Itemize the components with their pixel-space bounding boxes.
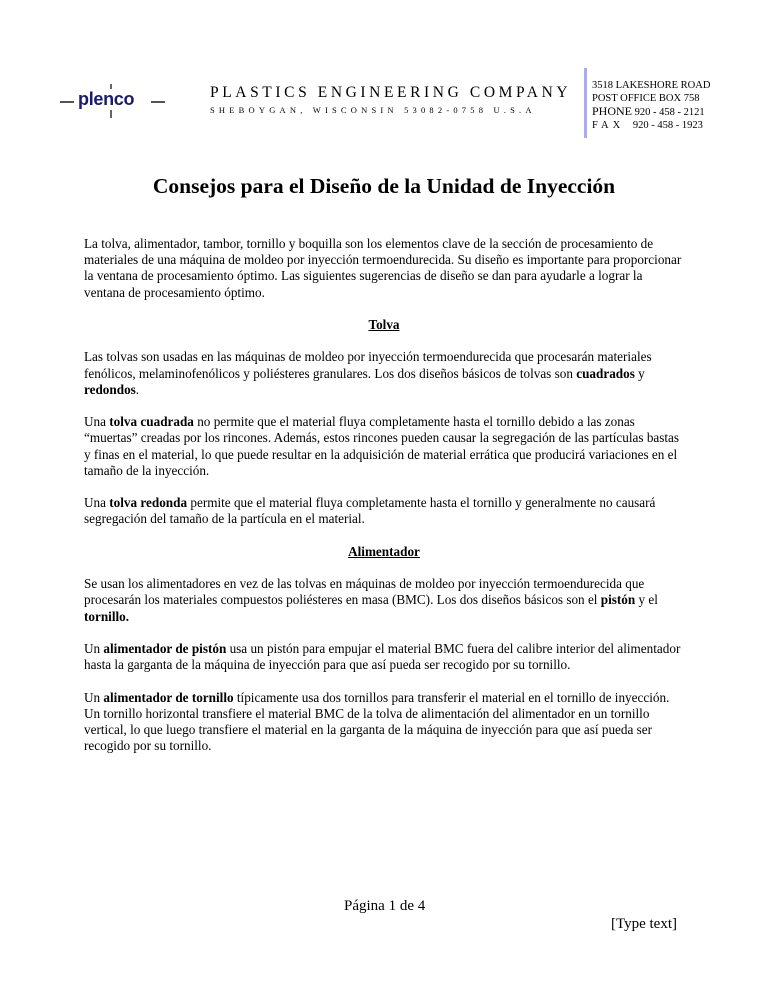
section-heading-tolva: Tolva [368, 317, 400, 332]
alimentador-paragraph-2 [84, 641, 684, 673]
text-run: Las tolvas son usadas en las máquinas de moldeo por inyección termoendurecida que procesarán materiales fenólicos, melaminofenólicos y poliésteres granulares. Los dos diseños básicos de tolvas son [84, 349, 652, 381]
bold-term: alimentador de tornillo [103, 689, 234, 705]
bold-term: tolva cuadrada [109, 414, 194, 430]
text-run: y [634, 365, 645, 381]
address-line-1: 3518 LAKESHORE ROAD [592, 80, 711, 91]
text-run: Un [84, 640, 104, 656]
phone-number: 920 - 458 - 2121 [634, 107, 705, 118]
text-run: Una [84, 495, 110, 511]
text-run: típicamente usa dos tornillos para transferir el material en el tornillo de inyección. Un tornillo horizontal transfiere el material BMC de la tolva de alimentación del alimentador en un tornillo vertical, lo que luego transfiere el material en la garganta de la máquina de inyección para que así pueda ser recogido por su tornillo. [84, 689, 670, 754]
text-run: Una [84, 414, 110, 430]
logo-left-dash [60, 101, 74, 103]
bold-term: tornillo. [84, 608, 130, 624]
text-run: . [135, 381, 140, 397]
document-title: Consejos para el Diseño de la Unidad de Inyección [152, 174, 616, 198]
plenco-logo [58, 84, 170, 118]
text-run: Se usan los alimentadores en vez de las tolvas en máquinas de moldeo por inyección termoendurecida que procesarán los materiales compuestos poliésteres en masa (BMC). Los dos diseños básicos son el [84, 576, 645, 608]
tolva-paragraph-3 [84, 495, 684, 527]
text-run: no permite que el material fluya completamente hasta el tornillo debido a las zonas “muertas” creadas por los rincones. Además, estos rincones pueden causar la segregación de las partículas bastas y finas en el material, lo que puede resultar en la adquisición de material errática que producirá variaciones en el tamaño de la inyección. [84, 414, 680, 478]
fax-number: 920 - 458 - 1923 [632, 119, 703, 131]
footer-placeholder: [Type text] [611, 916, 678, 932]
intro-paragraph: La tolva, alimentador, tambor, tornillo y boquilla son los elementos clave de la sección de procesamiento de materiales de una máquina de moldeo por inyección termoendurecida. Su diseño es importante para proporcionar la ventana de procesamiento óptimo. Las siguientes sugerencias de diseño se dan para ayudarle a lograr la ventana de procesamiento óptimo. [84, 236, 682, 300]
tolva-paragraph-2 [84, 414, 684, 479]
text-run: Un [84, 689, 104, 705]
company-location: SHEBOYGAN, WISCONSIN 53082-0758 U.S.A [210, 105, 536, 115]
section-heading-alimentador: Alimentador [348, 543, 420, 559]
bold-term: pistón [600, 592, 636, 608]
page-number: Página 1 de 4 [344, 898, 426, 914]
address-block [592, 80, 710, 132]
alimentador-paragraph-1 [84, 576, 684, 625]
document-body [84, 236, 684, 771]
text-run: permite que el material fluya completamente hasta el tornillo y generalmente no causará segregación del tamaño de la partícula en el material. [84, 495, 656, 527]
tolva-paragraph-1 [84, 349, 684, 398]
address-line-2: POST OFFICE BOX 758 [592, 92, 700, 104]
alimentador-paragraph-3 [84, 690, 684, 755]
company-block [210, 84, 571, 115]
bold-term: alimentador de pistón [103, 640, 227, 656]
logo-right-dash [151, 101, 165, 103]
fax-label: FAX [592, 119, 625, 131]
bold-term: tolva redonda [109, 495, 188, 511]
logo-text: plenco [78, 89, 135, 109]
text-run: usa un pistón para empujar el material BMC fuera del calibre interior del alimentador hasta la garganta de la máquina de inyección para que así pueda ser recogido por su tornillo. [84, 640, 681, 673]
phone-line [592, 105, 710, 120]
company-name: PLASTICS ENGINEERING COMPANY [210, 84, 572, 101]
bold-term: redondos [84, 381, 136, 397]
bold-term: cuadrados [576, 365, 635, 381]
phone-label: PHONE [592, 104, 633, 118]
text-run: y el [635, 592, 658, 608]
header-divider [584, 68, 587, 138]
fax-line [592, 120, 710, 133]
